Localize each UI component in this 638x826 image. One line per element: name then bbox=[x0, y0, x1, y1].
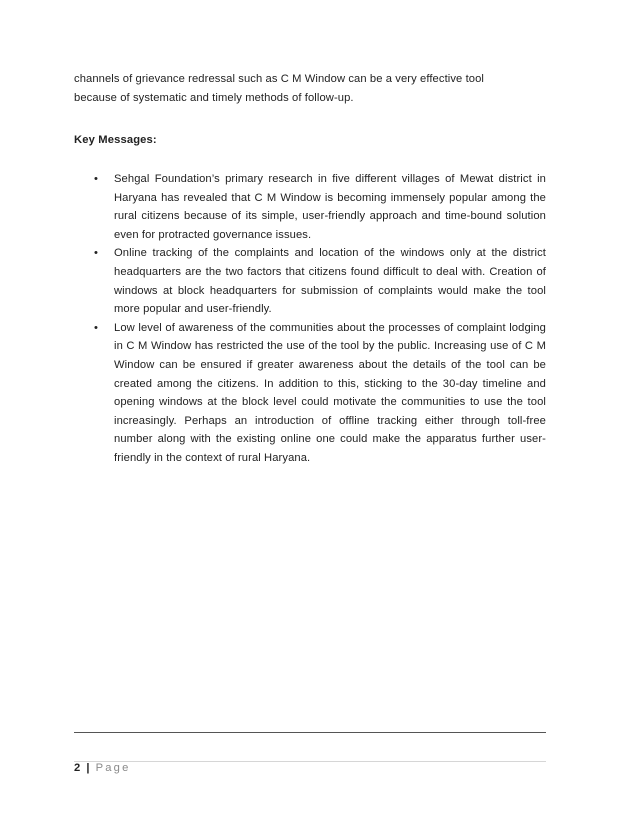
bullet-icon: • bbox=[94, 321, 99, 334]
list-item-text: Low level of awareness of the communities about the processes of complaint lodging in C M Window has restricted the use of the tool by the public. Increasing use of C M Window can be ensured if greater awareness about the details of the tool can be created among the citizens. In addition to this, sticking to the 30-day timeline and opening windows at the block level could motivate the communities to use the tool increasingly. Perhaps an introduction of offline tracking either through toll-free number along with the existing online one could make the apparatus further user-friendly in the context of rural Haryana. bbox=[114, 321, 546, 464]
section-heading: Key Messages: bbox=[74, 134, 157, 146]
page-label: Page bbox=[95, 762, 131, 774]
list-item bbox=[74, 319, 546, 468]
bullet-icon: • bbox=[94, 247, 99, 260]
page-separator: | bbox=[86, 762, 90, 774]
intro-line-1: channels of grievance redressal such as C M Window can be a very effective tool bbox=[74, 73, 485, 85]
bullet-icon: • bbox=[94, 173, 99, 185]
page-number: 2 bbox=[74, 762, 81, 774]
key-messages-list bbox=[74, 170, 546, 468]
footer-divider-thin bbox=[74, 761, 546, 762]
footer-divider bbox=[74, 732, 546, 733]
list-item-text: Sehgal Foundation’s primary research in five different villages of Mewat district in Haryana has revealed that C M Window is becoming immensely popular among the rural citizens because of its simple, user-friendly approach and time-bound solution even for protracted governance issues. bbox=[114, 173, 546, 241]
list-item bbox=[74, 170, 546, 244]
intro-line-2: because of systematic and timely methods of follow-up. bbox=[74, 91, 354, 104]
list-item-text: Online tracking of the complaints and location of the windows only at the district headquarters are the two factors that citizens found difficult to deal with. Creation of windows at block headquarters for submission of complaints would make the tool more popular and user-friendly. bbox=[114, 247, 546, 316]
intro-paragraph bbox=[74, 70, 554, 107]
page-footer bbox=[74, 761, 131, 775]
list-item bbox=[74, 244, 546, 318]
